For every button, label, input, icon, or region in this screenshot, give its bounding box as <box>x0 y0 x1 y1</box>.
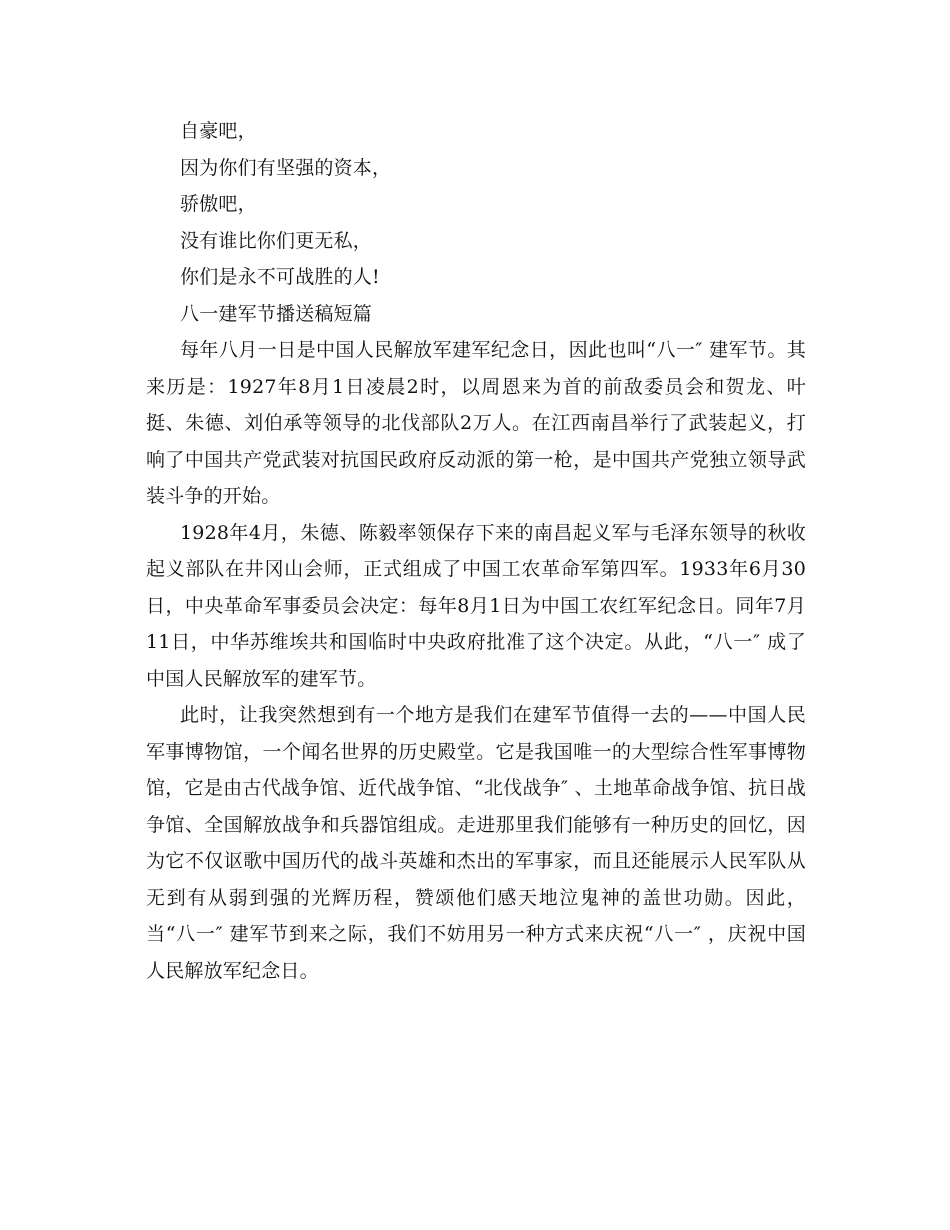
poem-line: 因为你们有坚强的资本， <box>180 156 392 179</box>
section-title: 八一建军节播送稿短篇 <box>180 302 373 325</box>
document-body <box>146 113 806 989</box>
poem-line: 没有谁比你们更无私， <box>180 229 373 252</box>
poem-line: 骄傲吧， <box>180 193 257 215</box>
paragraph-history: 1928年4月，朱德、陈毅率领保存下来的南昌起义军与毛泽东领导的秋收起义部队在井冈山会师，正式组成了中国工农革命军第四军。1933年6月30日，中央革命军事委员会决定：每年8月1日为中国工农红军纪念日。同年7月11日，中华苏维埃共和国临时中央政府批准了这个决定。从此，“八一″ 成了中国人民解放军的建军节。 <box>146 521 806 690</box>
paragraph-origin: 每年八月一日是中国人民解放军建军纪念日，因此也叫“八一″ 建军节。其来历是：1927年8月1日凌晨2时，以周恩来为首的前敌委员会和贺龙、叶挺、朱德、刘伯承等领导的北伐部队2万人。在江西南昌举行了武装起义，打响了中国共产党武装对抗国民政府反动派的第一枪，是中国共产党独立领导武装斗争的开始。 <box>146 339 806 507</box>
poem-line: 你们是永不可战胜的人! <box>180 266 380 288</box>
paragraph-museum: 此时，让我突然想到有一个地方是我们在建军节值得一去的——中国人民军事博物馆，一个闻名世界的历史殿堂。它是我国唯一的大型综合性军事博物馆，它是由古代战争馆、近代战争馆、“北伐战争″ 、土地革命战争馆、抗日战争馆、全国解放战争和兵器馆组成。走进那里我们能够有一种历史的回忆，因为它不仅讴歌中国历代的战斗英雄和杰出的军事家，而且还能展示人民军队从无到有从弱到强的光辉历程，赞颂他们感天地泣鬼神的盖世功勋。因此，当“八一″ 建军节到来之际，我们不妨用另一种方式来庆祝“八一″ ，庆祝中国人民解放军纪念日。 <box>146 704 806 982</box>
poem-line: 自豪吧， <box>180 120 257 142</box>
